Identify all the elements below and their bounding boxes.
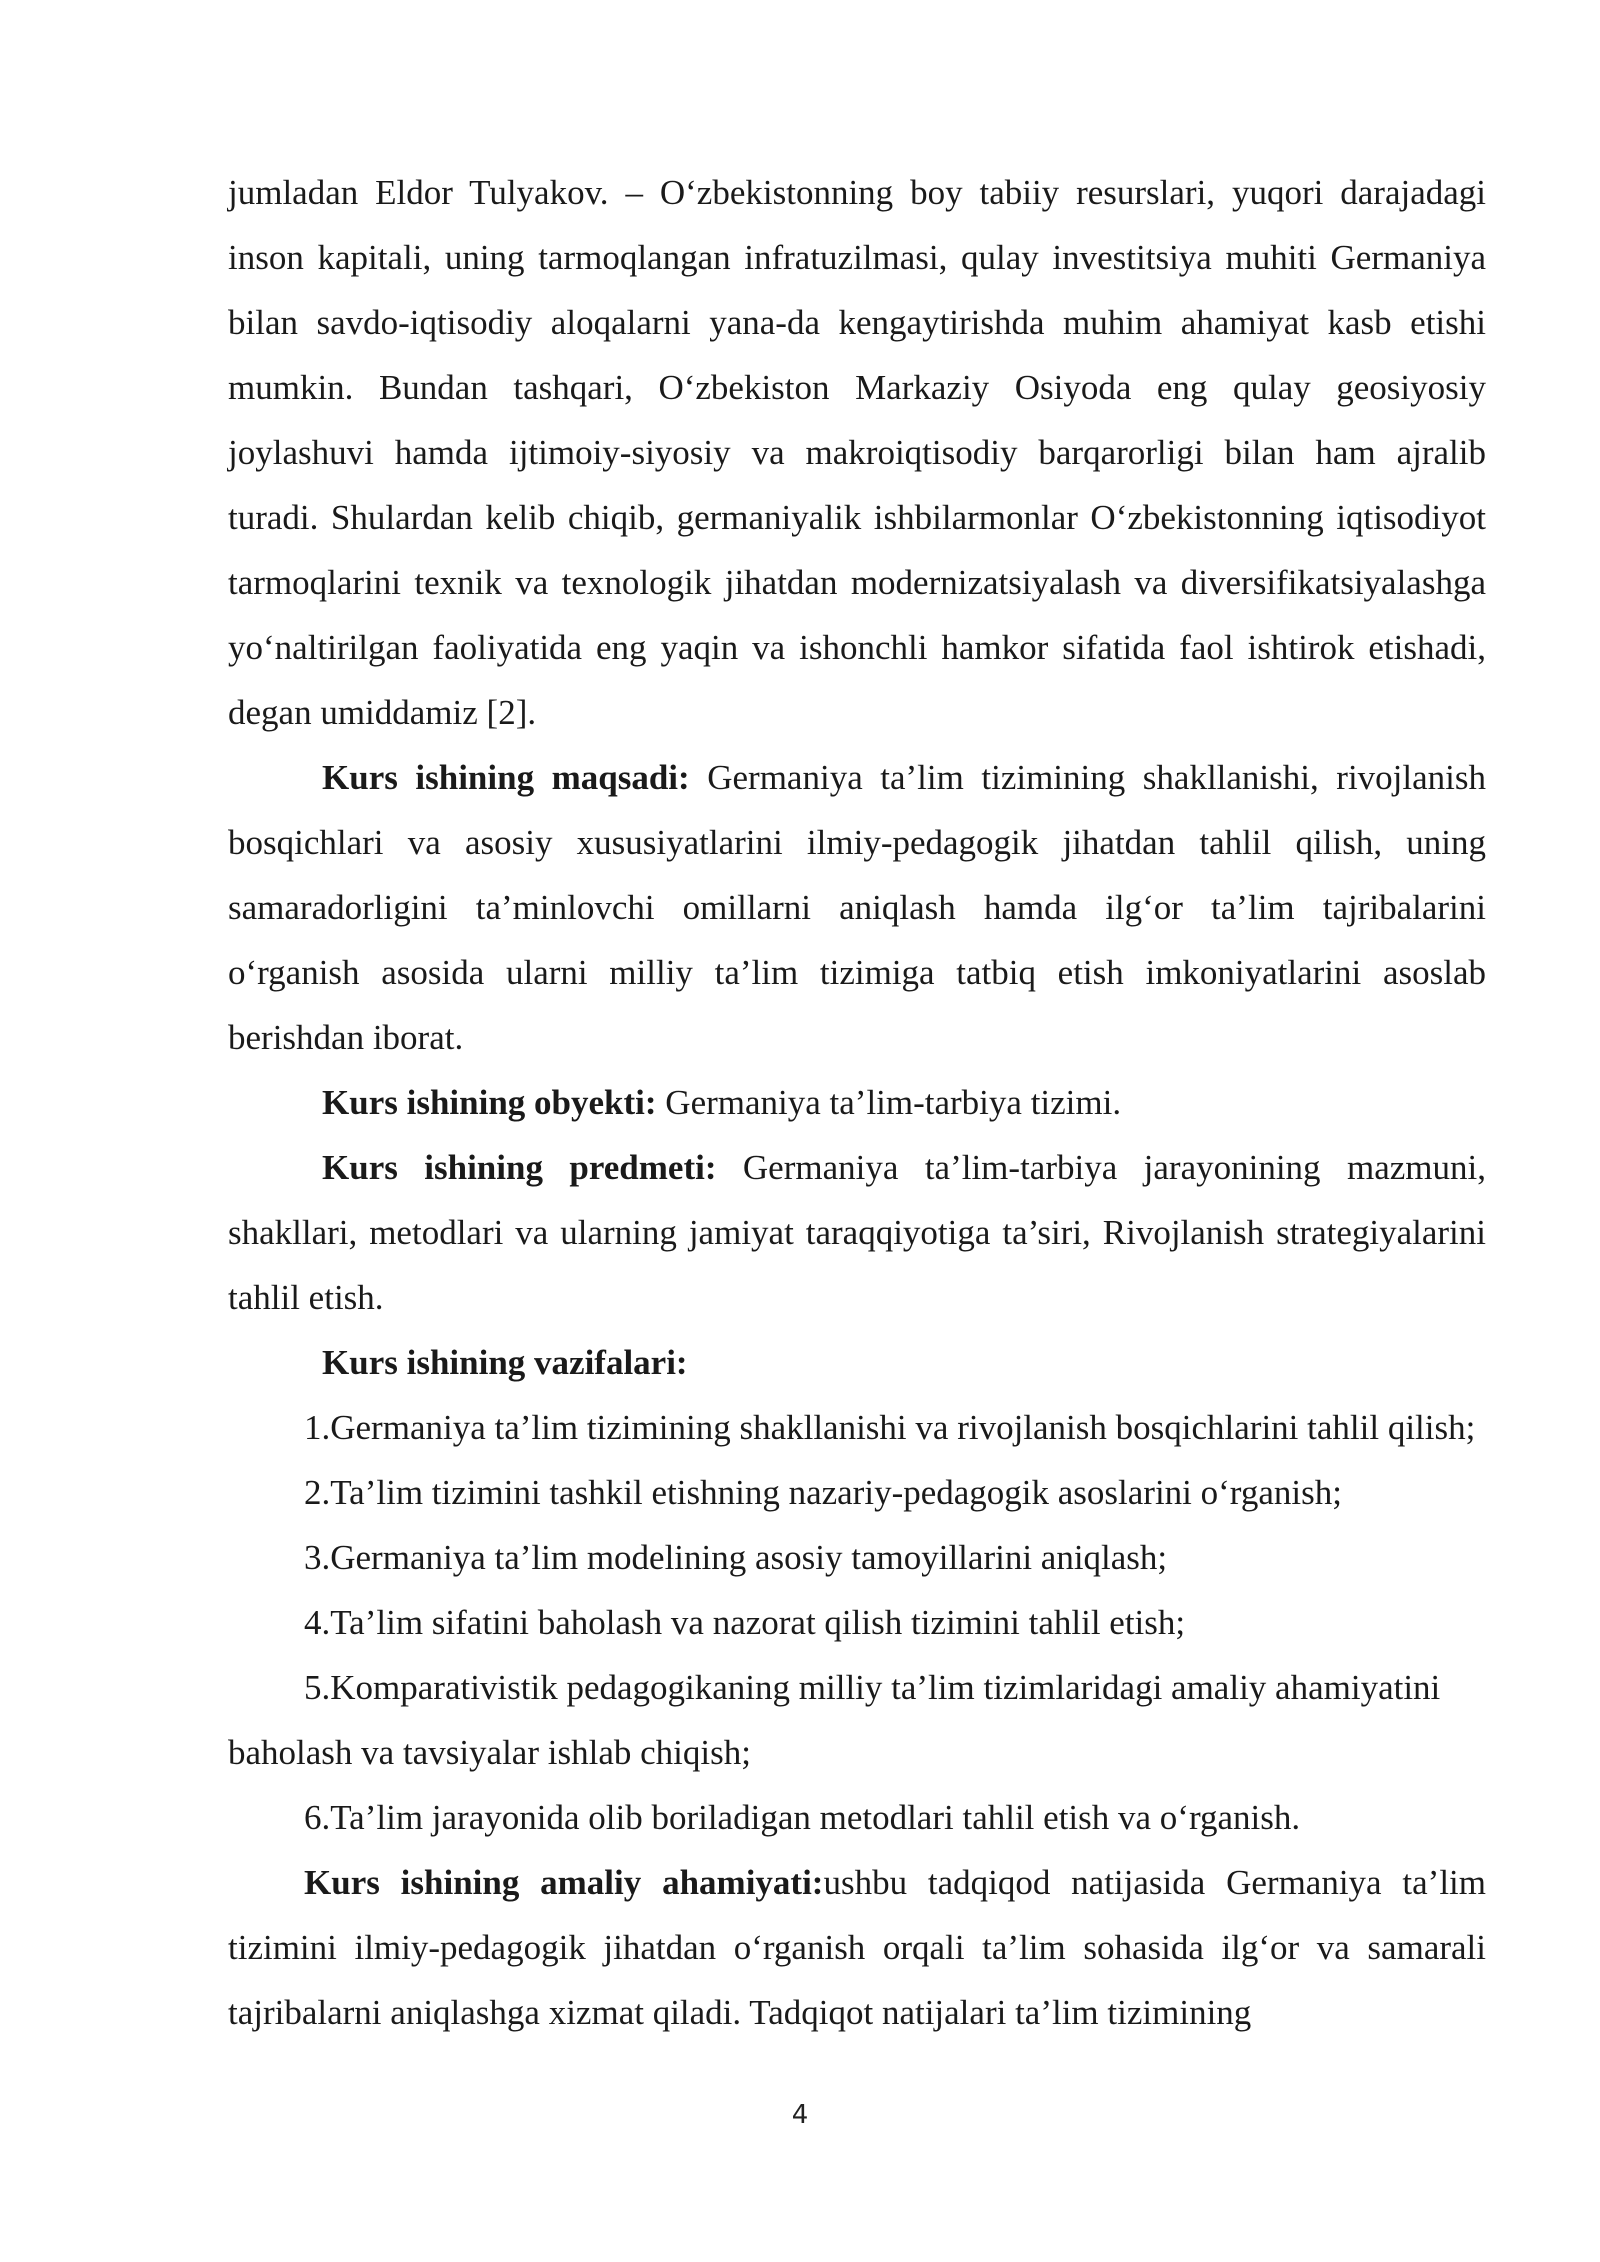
- task-item-2: 2.Ta’lim tizimini tashkil etishning nazariy-pedagogik asoslarini o‘rganish;: [304, 1473, 1342, 1512]
- task-item-5: 5.Komparativistik pedagogikaning milliy ta’lim tizimlaridagi amaliy ahamiyatini baholash va tavsiyalar ishlab chiqish;: [228, 1668, 1441, 1772]
- task-item-3: 3.Germaniya ta’lim modelining asosiy tamoyillarini aniqlash;: [304, 1538, 1168, 1577]
- object-label: Kurs ishining obyekti:: [322, 1083, 657, 1122]
- object-text: Germaniya ta’lim-tarbiya tizimi.: [656, 1083, 1122, 1122]
- document-page: [228, 160, 1486, 2045]
- goal-text: Germaniya ta’lim tizimining shakllanishi, rivojlanish bosqichlari va asosiy xususiyatlarini ilmiy-pedagogik jihatdan tahlil qilish, uning samaradorligini ta’minlovchi omillarni aniqlash hamda ilg‘or ta’lim tajribalarini o‘rganish asosida ularni milliy ta’lim tizimiga tatbiq etish imkoniyatlarini asoslab berishdan iborat.: [228, 758, 1486, 1057]
- practical-label: Kurs ishining amaliy ahamiyati:: [304, 1863, 824, 1902]
- goal-paragraph: [228, 745, 1486, 1070]
- goal-label: Kurs ishining maqsadi:: [322, 758, 690, 797]
- practical-paragraph: [228, 1850, 1486, 2045]
- practical-text: ushbu tadqiqod natijasida Germaniya ta’lim tizimini ilmiy-pedagogik jihatdan o‘rganish orqali ta’lim sohasida ilg‘or va samarali tajribalarni aniqlashga xizmat qiladi. Tadqiqot natijalari ta’lim tizimining: [228, 1863, 1486, 2032]
- task-item-6: 6.Ta’lim jarayonida olib boriladigan metodlari tahlil etish va o‘rganish.: [304, 1798, 1301, 1837]
- tasks-label: Kurs ishining vazifalari:: [322, 1343, 688, 1382]
- page-number: 4: [791, 2100, 809, 2130]
- tasks-heading: [228, 1330, 1486, 1395]
- subject-paragraph: [228, 1135, 1486, 1330]
- subject-label: Kurs ishining predmeti:: [322, 1148, 717, 1187]
- intro-paragraph: jumladan Eldor Tulyakov. – O‘zbekistonning boy tabiiy resurslari, yuqori darajadagi inson kapitali, uning tarmoqlangan infratuzilmasi, qulay investitsiya muhiti Germaniya bilan savdo-iqtisodiy aloqalarni yana-da kengaytirishda muhim ahamiyat kasb etishi mumkin. Bundan tashqari, O‘zbekiston Markaziy Osiyoda eng qulay geosiyosiy joylashuvi hamda ijtimoiy-siyosiy va makroiqtisodiy barqarorligi bilan ham ajralib turadi. Shulardan kelib chiqib, germaniyalik ishbilarmonlar O‘zbekistonning iqtisodiyot tarmoqlarini texnik va texnologik jihatdan modernizatsiyalash va diversifikatsiyalashga yo‘naltirilgan faoliyatida eng yaqin va ishonchli hamkor sifatida faol ishtirok etishadi, degan umiddamiz [2].: [228, 173, 1486, 732]
- subject-text: Germaniya ta’lim-tarbiya jarayonining mazmuni, shakllari, metodlari va ularning jamiyat taraqqiyotiga ta’siri, Rivojlanish strategiyalarini tahlil etish.: [228, 1148, 1486, 1317]
- object-paragraph: [228, 1070, 1486, 1135]
- task-item-4: 4.Ta’lim sifatini baholash va nazorat qilish tizimini tahlil etish;: [304, 1603, 1186, 1642]
- task-item-1: 1.Germaniya ta’lim tizimining shakllanishi va rivojlanish bosqichlarini tahlil qilish;: [304, 1408, 1476, 1447]
